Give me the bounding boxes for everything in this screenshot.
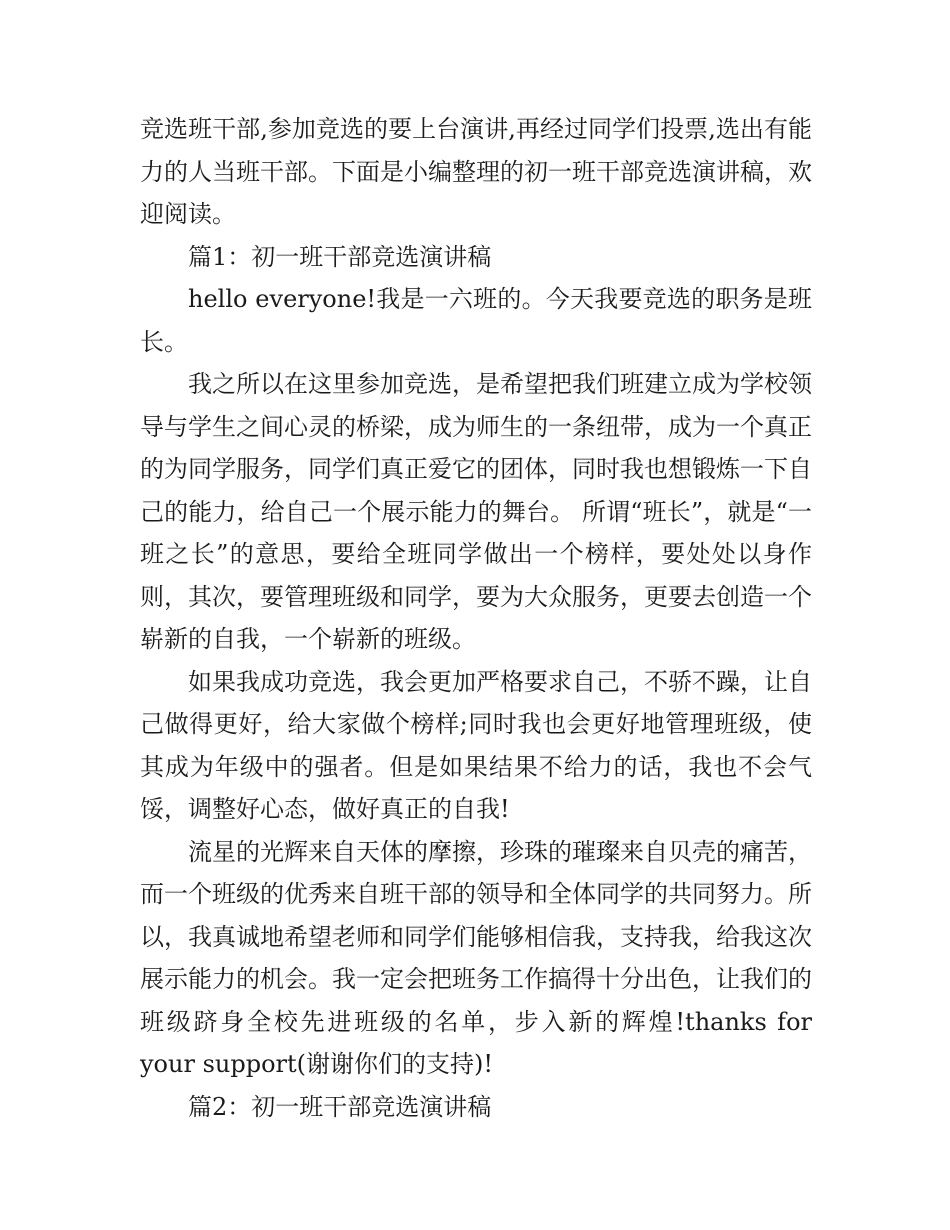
body-paragraph: 流星的光辉来自天体的摩擦，珍珠的璀璨来自贝壳的痛苦，而一个班级的优秀来自班干部的领导和全体同学的共同努力。所以，我真诚地希望老师和同学们能够相信我，支持我，给我这次展示能力的机会。我一定会把班务工作搞得十分出色，让我们的班级跻身全校先进班级的名单，步入新的辉煌!thanks for your support(谢谢你们的支持)!: [140, 837, 812, 1078]
section-heading-2: 篇2：初一班干部竞选演讲稿: [188, 1092, 492, 1121]
document-body: [140, 108, 812, 1128]
section-heading-1: 篇1：初一班干部竞选演讲稿: [188, 242, 492, 271]
body-paragraph: hello everyone!我是一六班的。今天我要竞选的职务是班长。: [140, 285, 812, 356]
body-paragraph: 如果我成功竞选，我会更加严格要求自己，不骄不躁，让自己做得更好，给大家做个榜样;同时我也会更好地管理班级，使其成为年级中的强者。但是如果结果不给力的话，我也不会气馁，调整好心态，做好真正的自我!: [140, 667, 812, 823]
body-paragraph: 我之所以在这里参加竞选，是希望把我们班建立成为学校领导与学生之间心灵的桥梁，成为师生的一条纽带，成为一个真正的为同学服务，同学们真正爱它的团体，同时我也想锻炼一下自己的能力，给自己一个展示能力的舞台。 所谓“班长”，就是“一班之长”的意思，要给全班同学做出一个榜样，要处处以身作则，其次，要管理班级和同学，要为大众服务，更要去创造一个崭新的自我，一个崭新的班级。: [140, 370, 812, 653]
intro-paragraph: 竞选班干部,参加竞选的要上台演讲,再经过同学们投票,选出有能力的人当班干部。下面是小编整理的初一班干部竞选演讲稿，欢迎阅读。: [140, 115, 812, 228]
